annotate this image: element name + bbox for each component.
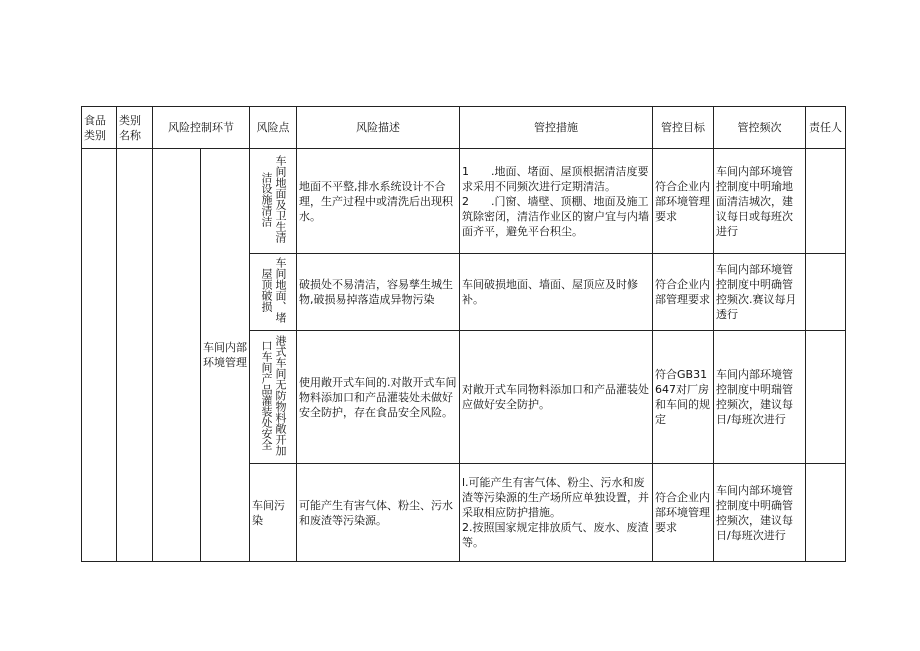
risk-desc-cell: 可能产生有害气体、粉尘、污水和废渣等污染源。 [297, 464, 460, 562]
header-risk-control: 风险控制环节 [153, 107, 250, 149]
target-cell: 符合企业内部管理要求 [653, 254, 714, 331]
measures-cell: 对敞开式车同物料添加口和产品灌装处应做好安全防护。 [460, 331, 653, 464]
risk-point-cell [250, 331, 297, 464]
target-cell: 符合企业内部环境管理要求 [653, 464, 714, 562]
header-category-name: 类别 名称 [117, 107, 153, 149]
header-row [82, 107, 846, 149]
control-sub-cell: 车间内部环境管理 [201, 149, 250, 562]
food-category-cell [82, 149, 117, 562]
control-main-cell [153, 149, 201, 562]
header-food-category: 食品 类别 [82, 107, 117, 149]
category-name-cell [117, 149, 153, 562]
risk-point-cell [250, 254, 297, 331]
risk-desc-cell: 破损处不易清洁，容易孳生城生物,破损易掉落造成异物污染 [297, 254, 460, 331]
header-risk-desc: 风险描述 [297, 107, 460, 149]
risk-point-text: 车间地面、堵屋顶破损 [260, 257, 287, 323]
frequency-cell: 车间内部环境管控制度中明瑞管控频次，建议每日/每班次进行 [714, 331, 806, 464]
measures-cell: l.可能产生有害气体、粉尘、污水和废渣等污染源的生产场所应单独设置，并采取相应防护措施。 2.按照国家规定排放质气、废水、废渣等。 [460, 464, 653, 562]
risk-point-cell: 车间污染 [250, 464, 297, 562]
risk-control-table [81, 106, 846, 562]
header-responsible: 责任人 [806, 107, 846, 149]
header-target: 管控目标 [653, 107, 714, 149]
responsible-cell [806, 331, 846, 464]
measures-cell: 车间破损地面、墙面、屋顶应及时修补。 [460, 254, 653, 331]
table-row [82, 149, 846, 254]
frequency-cell: 车间内部环境管控制度中明确管控频次，建议每日/每班次进行 [714, 464, 806, 562]
responsible-cell [806, 254, 846, 331]
risk-point-text: 港式车间无防物料敞开加口车间产品灌装处安全 [260, 334, 287, 456]
risk-point-cell [250, 149, 297, 254]
risk-point-text: 车间地面及卫生清洁设施清洁 [260, 155, 287, 243]
measures-cell: 1 .地面、堵面、屋顶根据清洁度要求采用不同频次进行定期清洁。 2 .门窗、墙壁、顶棚、地面及施工筑除密闭，清洁作业区的窗户宜与内墙面齐平，避免平台积尘。 [460, 149, 653, 254]
responsible-cell [806, 464, 846, 562]
header-measures: 管控措施 [460, 107, 653, 149]
risk-desc-cell: 使用敞开式车间的.对散开式车间物料添加口和产品灌装处未做好安全防护，存在食品安全风险。 [297, 331, 460, 464]
frequency-cell: 车间内部环境管控制度中明确管控频次.赛议每月透行 [714, 254, 806, 331]
risk-desc-cell: 地面不平整,排水系统设计不合理，生产过程中或清洗后出现积水。 [297, 149, 460, 254]
target-cell: 符合企业内部环境管理要求 [653, 149, 714, 254]
frequency-cell: 车间内部环境管控制度中明瑜地面清洁城次，建议每日或每班次进行 [714, 149, 806, 254]
header-risk-point: 风险点 [250, 107, 297, 149]
responsible-cell [806, 149, 846, 254]
target-cell: 符合GB31647对厂房和车间的规定 [653, 331, 714, 464]
header-frequency: 管控频次 [714, 107, 806, 149]
